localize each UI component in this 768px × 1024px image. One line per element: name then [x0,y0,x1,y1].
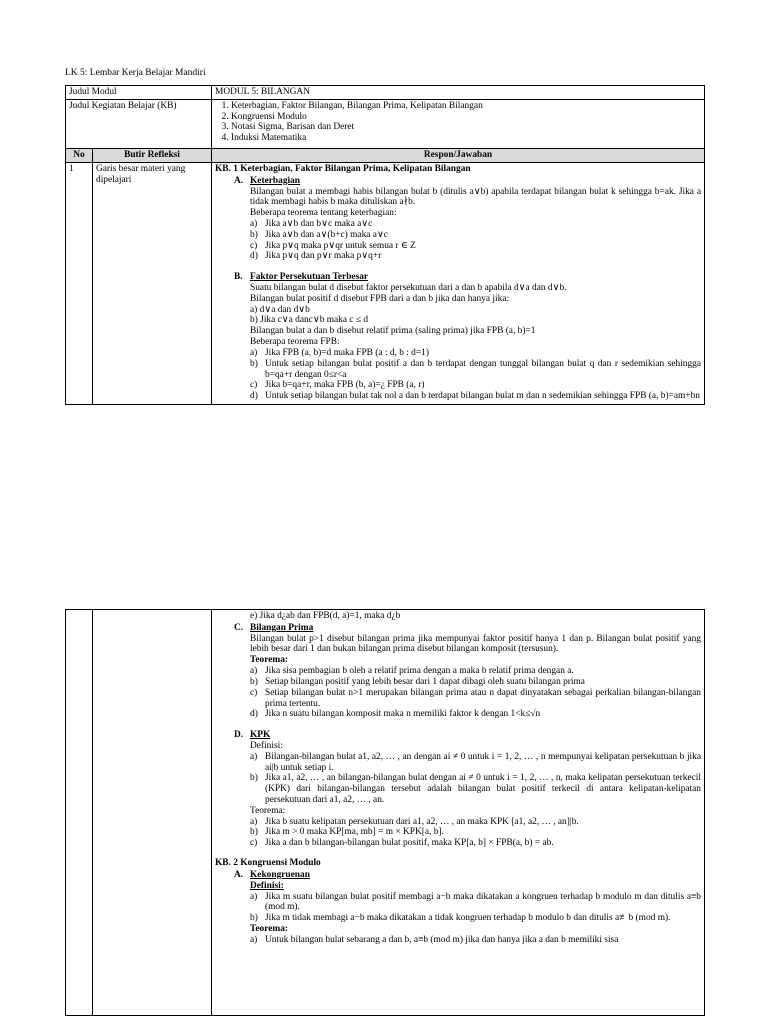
answer-cell [212,162,705,404]
list-item [250,391,701,402]
list-item [250,251,701,262]
list-item [250,892,701,914]
fpb-line: b) Jika c∨a danc∨b maka c ≤ d [250,315,369,326]
kb-list [215,101,701,144]
item-text: Untuk setiap bilangan bulat positif a dan b terdapat dengan tunggal bilangan bulat q dan r sedemikian sehingga b=qa+r dengan 0≤r<a [265,358,701,380]
item-text: Untuk bilangan bulat sebarang a dan b, a≡b (mod m) jika dan hanya jika a dan b memiliki sisa [265,934,619,945]
fpb-line: Beberapa teorema FPB: [250,337,340,348]
content-row [66,162,705,404]
section-letter: C. [234,622,244,633]
item-label: c) [250,240,258,251]
kb-label: Judul Kegiatan Belajar (KB) [66,99,212,148]
teorema-heading: Teorema: [250,655,289,666]
list-item [250,380,701,391]
item-text: Setiap bilangan positif yang lebih besar dari 1 dapat dibagi oleh suatu bilangan prima [265,676,585,687]
item-text: Jika p∨q maka p∨qr untuk semua r ∈ Z [265,240,416,251]
item-label: a) [250,934,258,945]
kb-row [66,99,705,148]
section-letter: A. [234,869,244,880]
item-label: a) [250,891,258,902]
module-label: Judul Modul [66,86,212,100]
section-b-fpb [215,272,701,402]
section-letter: D. [234,730,244,741]
page-title: LK 5: Lembar Kerja Belajar Mandiri [65,68,206,78]
list-item [250,230,701,241]
item-label: b) [250,229,258,240]
item-label: a) [250,816,258,827]
fpb-line: Bilangan bulat positif d disebut FPB dari a dan b jika dan hanya jika: [250,293,510,304]
kb-item: 4. Induksi Matematika [231,133,701,144]
teorema-heading: Teorema: [250,805,286,816]
item-label: d) [250,391,258,402]
item-label: c) [250,380,258,391]
item-text: Jika n suatu bilangan komposit maka n memiliki faktor k dengan 1<k≤√n [265,709,541,720]
list-item [250,666,701,677]
section-d-kpk [215,730,701,849]
section-title: KPK [250,730,271,741]
fpb-line: a) d∨a dan d∨b [250,304,310,315]
item-text: Untuk setiap bilangan bulat tak nol a dan b terdapat bilangan bulat m dan n sedemikian sehingga FPB (a, b)=am+bn [265,391,700,402]
list-item [250,773,701,805]
module-row [66,86,705,100]
item-label: a) [250,751,258,762]
list-item [250,935,701,946]
reflection-table-page1 [65,85,705,405]
kb2-title: KB. 2 Kongruensi Modulo [215,858,321,869]
list-item [250,752,701,774]
list-item [250,817,701,828]
row-number-empty [66,610,93,1016]
item-label: c) [250,838,258,849]
header-row [66,149,705,163]
list-item [250,348,701,359]
kb-item: 2. Kongruensi Modulo [231,112,701,123]
item-text: Jika sisa pembagian b oleh a relatif prima dengan a maka b relatif prima dengan a. [265,666,574,677]
item-label: b) [250,827,258,838]
teorema-heading: Teorema: [250,923,289,934]
item-text: Bilangan-bilangan bulat a1, a2, … , an dengan ai ≠ 0 untuk i = 1, 2, … , n mempunyai kelipatan persekutuan b jika ai|b untuk setiap i. [265,751,701,773]
item-text: Jika b=qa+r, maka FPB (b, a)=¿ FPB (a, r) [265,380,425,391]
answer-cell-continued [212,610,705,1016]
item-label: d) [250,709,258,720]
definisi-heading: Definisi: [250,880,284,891]
fpb-line: Suatu bilangan bulat d disebut faktor persekutuan dari a dan b apabila d∨a dan d∨b. [250,283,567,293]
row-butir: Garis besar materi yang dipelajari [93,162,212,404]
item-label: b) [250,358,258,369]
section-intro: Bilangan bulat a membagi habis bilangan bulat b (ditulis a∨b) apabila terdapat bilangan bulat k sehingga b=ak. Jika a tidak membagi habis b maka dituliskan a∤b. [250,186,701,208]
item-text: Jika b suatu kelipatan persekutuan dari a1, a2, … , an maka KPK [a1, a2, … , an]|b. [265,816,579,827]
kb-item: 1. Keterbagian, Faktor Bilangan, Bilangan Prima, Kelipatan Bilangan [231,101,701,112]
item-text: Jika a1, a2, … , an bilangan-bilangan bulat dengan ai ≠ 0 untuk i = 1, 2, … , n, maka kelipatan persekutuan terkecil (KPK) dari bilangan-bilangan tersebut adalah bilangan bulat positif terkecil di antara kelipatan-kelipatan persekutuan dari a1, a2, … , an. [265,773,701,805]
item-label: b) [250,913,258,924]
fpb-item-e: e) Jika d¿ab dan FPB(d, a)=1, maka d¿b [250,611,401,621]
module-value: MODUL 5: BILANGAN [212,86,705,100]
list-item [250,688,701,710]
item-label: b) [250,676,258,687]
row-number: 1 [66,162,93,404]
section-intro: Bilangan bulat p>1 disebut bilangan prima jika mempunyai faktor positif hanya 1 dan p. Bilangan bulat positif yang lebih besar dari 1 dan bukan bilangan prima disebut bilangan komposit (tersusun). [250,633,701,655]
item-label: c) [250,687,258,698]
section-a-keterbagian [215,176,701,263]
list-item [250,677,701,688]
section-c-prima [215,623,701,720]
kb-item: 3. Notasi Sigma, Barisan dan Deret [231,122,701,133]
item-text: Jika m suatu bilangan bulat positif membagi a−b maka dikatakan a kongruen terhadap b modulo m dan ditulis a≡b (mod m). [265,891,701,913]
list-item [250,709,701,720]
section-title: Faktor Persekutuan Terbesar [250,272,369,283]
reflection-table-page2 [65,609,705,1016]
item-label: d) [250,251,258,262]
item-label: b) [250,773,258,784]
section-letter: B. [234,272,243,283]
item-text: Jika a∨b dan a∨(b+c) maka a∨c [265,229,388,240]
row-butir-empty [93,610,212,1016]
definisi-heading: Definisi: [250,740,283,751]
section-title: Keterbagian [250,175,301,186]
list-item [250,838,701,849]
item-label: a) [250,347,258,358]
teorema-line: Beberapa teorema tentang keterbagian: [250,208,397,219]
list-item [250,913,701,924]
list-item [250,241,701,252]
section-kb2-a-kekongruenan [215,870,701,946]
item-text: Setiap bilangan bulat n>1 merupakan bilangan prima atau n dapat dinyatakan sebagai perkalian bilangan-bilangan prima tertentu. [265,687,701,709]
item-text: Jika p∨q dan p∨r maka p∨q+r [265,251,382,262]
header-no: No [66,149,93,163]
header-respon: Respon/Jawaban [212,149,705,163]
header-butir: Butir Refleksi [93,149,212,163]
kb1-title: KB. 1 Keterbagian, Faktor Bilangan Prima, Kelipatan Bilangan [215,163,471,174]
content-row-continued [66,610,705,1016]
kb-list-cell [212,99,705,148]
item-text: Jika m > 0 maka KP[ma, mb] = m × KPK[a, b]. [265,827,444,838]
item-text: Jika a dan b bilangan-bilangan bulat positif, maka KP[a, b] × FPB(a, b) = ab. [265,838,554,849]
item-label: a) [250,218,258,229]
list-item [250,359,701,381]
section-letter: A. [234,175,244,186]
item-label: a) [250,666,258,677]
list-item [250,827,701,838]
item-text: Jika a∨b dan b∨c maka a∨c [265,218,373,229]
section-title: Bilangan Prima [250,622,314,633]
item-text: Jika FPB (a, b)=d maka FPB (a : d, b : d=1) [265,347,429,358]
item-text: Jika m tidak membagi a−b maka dikatakan a tidak kongruen terhadap b modulo b dan ditulis a≢b (mod m). [265,913,671,924]
list-item [250,219,701,230]
section-title: Kekongruenan [250,869,310,880]
fpb-line: Bilangan bulat a dan b disebut relatif prima (saling prima) jika FPB (a, b)=1 [250,326,536,337]
